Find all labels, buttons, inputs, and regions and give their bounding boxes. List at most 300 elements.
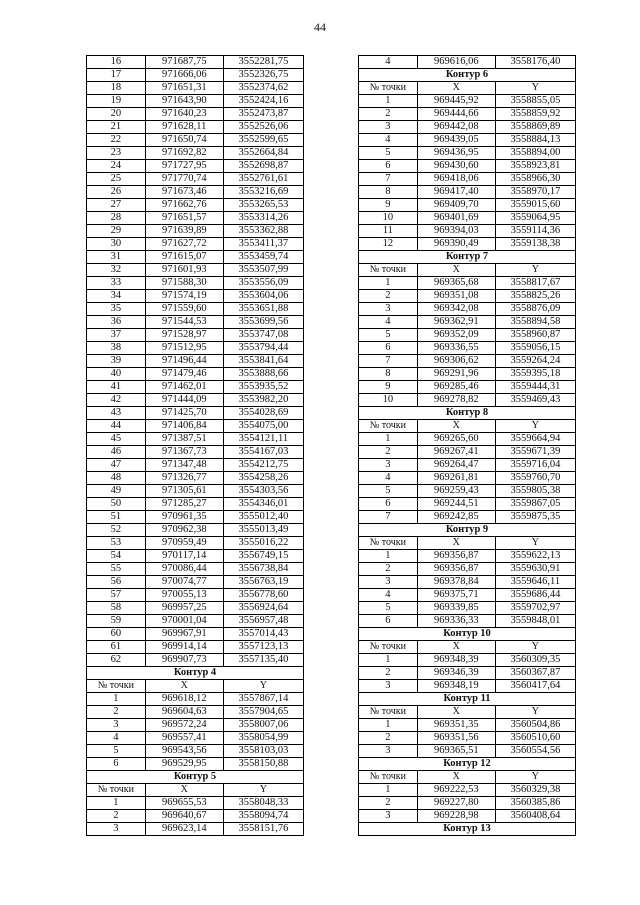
x-coordinate-cell: 969365,68 (417, 277, 495, 290)
point-number-cell: 52 (87, 524, 146, 537)
x-coordinate-cell: 969222,53 (417, 784, 495, 797)
y-coordinate-cell: 3557867,14 (223, 693, 303, 706)
table-row (359, 342, 576, 355)
point-number-cell: 4 (87, 732, 146, 745)
x-coordinate-cell: 969291,96 (417, 368, 495, 381)
x-coordinate-cell: 971666,06 (145, 69, 223, 82)
table-row (87, 628, 304, 641)
y-coordinate-cell: 3559264,24 (495, 355, 575, 368)
point-number-header: № точки (87, 680, 146, 693)
x-coordinate-cell: 969362,91 (417, 316, 495, 329)
y-coordinate-cell: 3558855,05 (495, 95, 575, 108)
table-row (87, 446, 304, 459)
table-row (359, 563, 576, 576)
table-row (359, 134, 576, 147)
point-number-cell: 26 (87, 186, 146, 199)
table-row (87, 303, 304, 316)
y-coordinate-cell: 3556957,48 (223, 615, 303, 628)
y-coordinate-cell: 3554075,00 (223, 420, 303, 433)
x-header: X (145, 680, 223, 693)
table-row (87, 537, 304, 550)
y-coordinate-cell: 3558825,26 (495, 290, 575, 303)
contour-title: Контур 13 (359, 823, 576, 836)
table-row (87, 329, 304, 342)
y-coordinate-cell: 3552698,87 (223, 160, 303, 173)
point-number-cell: 50 (87, 498, 146, 511)
x-coordinate-cell: 969444,66 (417, 108, 495, 121)
point-number-cell: 2 (87, 810, 146, 823)
y-coordinate-cell: 3558869,89 (495, 121, 575, 134)
y-coordinate-cell: 3554258,26 (223, 472, 303, 485)
x-coordinate-cell: 969543,56 (145, 745, 223, 758)
x-coordinate-cell: 971673,46 (145, 186, 223, 199)
x-coordinate-cell: 971692,82 (145, 147, 223, 160)
x-coordinate-cell: 969409,70 (417, 199, 495, 212)
y-coordinate-cell: 3558103,03 (223, 745, 303, 758)
table-row (359, 446, 576, 459)
table-row (87, 498, 304, 511)
table-row (359, 199, 576, 212)
x-coordinate-cell: 971643,90 (145, 95, 223, 108)
table-row (359, 160, 576, 173)
x-coordinate-cell: 969351,08 (417, 290, 495, 303)
x-coordinate-cell: 971496,44 (145, 355, 223, 368)
table-row (359, 290, 576, 303)
point-number-header: № точки (359, 82, 418, 95)
table-row (359, 602, 576, 615)
point-number-cell: 1 (87, 797, 146, 810)
x-coordinate-cell: 971615,07 (145, 251, 223, 264)
point-number-cell: 1 (359, 784, 418, 797)
table-header-row (359, 641, 576, 654)
table-row (87, 602, 304, 615)
x-coordinate-cell: 969436,95 (417, 147, 495, 160)
y-coordinate-cell: 3555013,49 (223, 524, 303, 537)
table-row (87, 108, 304, 121)
point-number-cell: 49 (87, 485, 146, 498)
table-row (359, 381, 576, 394)
table-row (87, 615, 304, 628)
contour-title: Контур 10 (359, 628, 576, 641)
contour-title-row (359, 628, 576, 641)
point-number-cell: 3 (359, 745, 418, 758)
y-coordinate-cell: 3559056,15 (495, 342, 575, 355)
x-coordinate-cell: 969572,24 (145, 719, 223, 732)
table-row (87, 251, 304, 264)
y-coordinate-cell: 3559622,13 (495, 550, 575, 563)
point-number-cell: 9 (359, 381, 418, 394)
point-number-cell: 1 (359, 95, 418, 108)
table-header-row (359, 537, 576, 550)
point-number-cell: 2 (87, 706, 146, 719)
x-coordinate-cell: 969351,56 (417, 732, 495, 745)
y-coordinate-cell: 3558054,99 (223, 732, 303, 745)
point-number-cell: 2 (359, 667, 418, 680)
point-number-cell: 33 (87, 277, 146, 290)
table-row (87, 173, 304, 186)
y-coordinate-cell: 3560329,38 (495, 784, 575, 797)
point-number-cell: 6 (359, 342, 418, 355)
x-coordinate-cell: 969618,12 (145, 693, 223, 706)
x-coordinate-cell: 970962,38 (145, 524, 223, 537)
x-coordinate-cell: 969264,47 (417, 459, 495, 472)
point-number-cell: 7 (359, 355, 418, 368)
point-number-header: № точки (87, 784, 146, 797)
table-row (359, 680, 576, 693)
point-number-cell: 12 (359, 238, 418, 251)
point-number-cell: 3 (359, 810, 418, 823)
point-number-cell: 8 (359, 368, 418, 381)
y-coordinate-cell: 3554167,03 (223, 446, 303, 459)
x-header: X (417, 771, 495, 784)
y-coordinate-cell: 3559469,43 (495, 394, 575, 407)
x-coordinate-cell: 969261,81 (417, 472, 495, 485)
table-row (359, 654, 576, 667)
x-coordinate-cell: 969394,03 (417, 225, 495, 238)
x-coordinate-cell: 969442,08 (417, 121, 495, 134)
point-number-cell: 55 (87, 563, 146, 576)
y-coordinate-cell: 3558884,13 (495, 134, 575, 147)
y-coordinate-cell: 3559064,95 (495, 212, 575, 225)
point-number-cell: 6 (87, 758, 146, 771)
x-coordinate-cell: 971367,73 (145, 446, 223, 459)
table-row (359, 121, 576, 134)
x-coordinate-cell: 971639,89 (145, 225, 223, 238)
x-coordinate-cell: 969336,33 (417, 615, 495, 628)
page-number: 44 (314, 20, 326, 34)
y-coordinate-cell: 3553216,69 (223, 186, 303, 199)
point-number-header: № точки (359, 420, 418, 433)
table-row (87, 797, 304, 810)
table-row (87, 407, 304, 420)
y-coordinate-cell: 3559686,44 (495, 589, 575, 602)
x-coordinate-cell: 969655,53 (145, 797, 223, 810)
y-coordinate-cell: 3558876,09 (495, 303, 575, 316)
table-header-row (359, 706, 576, 719)
x-coordinate-cell: 969445,92 (417, 95, 495, 108)
contour-title: Контур 6 (359, 69, 576, 82)
y-coordinate-cell: 3556749,15 (223, 550, 303, 563)
y-coordinate-cell: 3560367,87 (495, 667, 575, 680)
x-coordinate-cell: 969616,06 (417, 56, 495, 69)
x-coordinate-cell: 969267,41 (417, 446, 495, 459)
x-coordinate-cell: 971574,19 (145, 290, 223, 303)
point-number-cell: 4 (359, 56, 418, 69)
table-row (87, 654, 304, 667)
table-row (359, 303, 576, 316)
table-row (359, 550, 576, 563)
point-number-cell: 22 (87, 134, 146, 147)
y-coordinate-cell: 3552473,87 (223, 108, 303, 121)
point-number-cell: 48 (87, 472, 146, 485)
point-number-cell: 3 (359, 576, 418, 589)
y-coordinate-cell: 3553935,52 (223, 381, 303, 394)
y-coordinate-cell: 3553507,99 (223, 264, 303, 277)
point-number-cell: 51 (87, 511, 146, 524)
x-coordinate-cell: 971640,23 (145, 108, 223, 121)
y-coordinate-cell: 3553747,08 (223, 329, 303, 342)
x-coordinate-cell: 971347,48 (145, 459, 223, 472)
y-coordinate-cell: 3558970,17 (495, 186, 575, 199)
table-row (359, 667, 576, 680)
table-row (87, 186, 304, 199)
x-coordinate-cell: 970055,13 (145, 589, 223, 602)
table-row (87, 511, 304, 524)
x-coordinate-cell: 971305,61 (145, 485, 223, 498)
table-header-row (87, 680, 304, 693)
x-coordinate-cell: 971559,60 (145, 303, 223, 316)
point-number-cell: 34 (87, 290, 146, 303)
y-header: Y (495, 706, 575, 719)
x-coordinate-cell: 969365,51 (417, 745, 495, 758)
contour-title: Контур 8 (359, 407, 576, 420)
table-row (87, 264, 304, 277)
x-coordinate-cell: 969259,43 (417, 485, 495, 498)
x-coordinate-cell: 969278,82 (417, 394, 495, 407)
y-coordinate-cell: 3559671,39 (495, 446, 575, 459)
x-coordinate-cell: 969348,19 (417, 680, 495, 693)
coordinates-table-right (358, 55, 576, 836)
point-number-cell: 57 (87, 589, 146, 602)
x-coordinate-cell: 969957,25 (145, 602, 223, 615)
point-number-cell: 9 (359, 199, 418, 212)
point-number-cell: 3 (87, 719, 146, 732)
point-number-header: № точки (359, 771, 418, 784)
y-coordinate-cell: 3559015,60 (495, 199, 575, 212)
y-coordinate-cell: 3558960,87 (495, 329, 575, 342)
point-number-cell: 60 (87, 628, 146, 641)
y-coordinate-cell: 3560554,56 (495, 745, 575, 758)
table-row (359, 511, 576, 524)
y-coordinate-cell: 3558094,74 (223, 810, 303, 823)
table-row (359, 459, 576, 472)
y-coordinate-cell: 3554121,11 (223, 433, 303, 446)
table-row (359, 368, 576, 381)
table-row (87, 238, 304, 251)
x-coordinate-cell: 971444,09 (145, 394, 223, 407)
point-number-cell: 17 (87, 69, 146, 82)
point-number-cell: 5 (87, 745, 146, 758)
point-number-cell: 5 (359, 329, 418, 342)
contour-title: Контур 5 (87, 771, 304, 784)
table-row (87, 433, 304, 446)
table-row (359, 498, 576, 511)
y-coordinate-cell: 3559875,35 (495, 511, 575, 524)
x-coordinate-cell: 969417,40 (417, 186, 495, 199)
y-coordinate-cell: 3557904,65 (223, 706, 303, 719)
point-number-cell: 7 (359, 511, 418, 524)
y-coordinate-cell: 3553314,26 (223, 212, 303, 225)
y-coordinate-cell: 3558150,88 (223, 758, 303, 771)
y-header: Y (495, 641, 575, 654)
contour-title-row (359, 251, 576, 264)
x-header: X (417, 420, 495, 433)
point-number-cell: 25 (87, 173, 146, 186)
table-row (87, 745, 304, 758)
table-row (87, 719, 304, 732)
table-row (359, 732, 576, 745)
point-number-cell: 18 (87, 82, 146, 95)
y-header: Y (495, 82, 575, 95)
table-row (87, 368, 304, 381)
y-coordinate-cell: 3558966,30 (495, 173, 575, 186)
point-number-cell: 45 (87, 433, 146, 446)
point-number-header: № точки (359, 641, 418, 654)
point-number-cell: 1 (359, 550, 418, 563)
point-number-cell: 8 (359, 186, 418, 199)
point-number-cell: 21 (87, 121, 146, 134)
point-number-cell: 62 (87, 654, 146, 667)
table-row (87, 706, 304, 719)
point-number-cell: 6 (359, 498, 418, 511)
x-header: X (145, 784, 223, 797)
table-row (87, 134, 304, 147)
x-coordinate-cell: 969529,95 (145, 758, 223, 771)
x-coordinate-cell: 970001,04 (145, 615, 223, 628)
table-row (359, 485, 576, 498)
table-row (87, 82, 304, 95)
point-number-cell: 10 (359, 212, 418, 225)
y-header: Y (223, 680, 303, 693)
point-number-cell: 43 (87, 407, 146, 420)
point-number-cell: 4 (359, 316, 418, 329)
point-number-cell: 4 (359, 589, 418, 602)
point-number-cell: 30 (87, 238, 146, 251)
x-coordinate-cell: 971528,97 (145, 329, 223, 342)
table-row (87, 758, 304, 771)
x-coordinate-cell: 971285,27 (145, 498, 223, 511)
x-coordinate-cell: 969356,87 (417, 550, 495, 563)
y-coordinate-cell: 3552374,62 (223, 82, 303, 95)
y-header: Y (495, 420, 575, 433)
x-coordinate-cell: 971601,93 (145, 264, 223, 277)
x-coordinate-cell: 969339,85 (417, 602, 495, 615)
contour-title-row (359, 69, 576, 82)
x-coordinate-cell: 971406,84 (145, 420, 223, 433)
x-coordinate-cell: 971727,95 (145, 160, 223, 173)
point-number-cell: 3 (359, 459, 418, 472)
x-coordinate-cell: 969352,09 (417, 329, 495, 342)
table-row (87, 290, 304, 303)
y-coordinate-cell: 3558894,00 (495, 147, 575, 160)
y-coordinate-cell: 3553699,56 (223, 316, 303, 329)
point-number-cell: 37 (87, 329, 146, 342)
point-number-cell: 27 (87, 199, 146, 212)
table-row (359, 277, 576, 290)
contour-title: Контур 9 (359, 524, 576, 537)
point-number-cell: 2 (359, 290, 418, 303)
table-row (87, 732, 304, 745)
table-row (359, 173, 576, 186)
table-row (87, 342, 304, 355)
y-coordinate-cell: 3559716,04 (495, 459, 575, 472)
point-number-cell: 2 (359, 446, 418, 459)
point-number-cell: 53 (87, 537, 146, 550)
y-coordinate-cell: 3560417,64 (495, 680, 575, 693)
point-number-cell: 20 (87, 108, 146, 121)
x-coordinate-cell: 971479,46 (145, 368, 223, 381)
contour-title-row (359, 758, 576, 771)
x-coordinate-cell: 969390,49 (417, 238, 495, 251)
y-coordinate-cell: 3558176,40 (495, 56, 575, 69)
table-row (359, 797, 576, 810)
y-coordinate-cell: 3553794,44 (223, 342, 303, 355)
y-coordinate-cell: 3558048,33 (223, 797, 303, 810)
y-coordinate-cell: 3557014,43 (223, 628, 303, 641)
point-number-cell: 3 (359, 121, 418, 134)
y-coordinate-cell: 3558859,92 (495, 108, 575, 121)
y-coordinate-cell: 3558894,58 (495, 316, 575, 329)
table-row (87, 56, 304, 69)
point-number-cell: 46 (87, 446, 146, 459)
point-number-cell: 1 (359, 277, 418, 290)
point-number-cell: 4 (359, 472, 418, 485)
x-coordinate-cell: 969604,63 (145, 706, 223, 719)
table-row (359, 212, 576, 225)
y-coordinate-cell: 3560408,64 (495, 810, 575, 823)
point-number-header: № точки (359, 537, 418, 550)
y-coordinate-cell: 3558007,06 (223, 719, 303, 732)
table-row (87, 459, 304, 472)
y-coordinate-cell: 3553651,88 (223, 303, 303, 316)
y-coordinate-cell: 3552664,84 (223, 147, 303, 160)
y-coordinate-cell: 3559805,38 (495, 485, 575, 498)
table-row (359, 225, 576, 238)
point-number-cell: 1 (359, 719, 418, 732)
point-number-cell: 5 (359, 147, 418, 160)
point-number-cell: 59 (87, 615, 146, 628)
y-coordinate-cell: 3553888,66 (223, 368, 303, 381)
point-number-cell: 5 (359, 485, 418, 498)
y-coordinate-cell: 3560510,60 (495, 732, 575, 745)
x-coordinate-cell: 969228,98 (417, 810, 495, 823)
x-coordinate-cell: 971588,30 (145, 277, 223, 290)
x-coordinate-cell: 971544,53 (145, 316, 223, 329)
y-coordinate-cell: 3554212,75 (223, 459, 303, 472)
x-coordinate-cell: 971512,95 (145, 342, 223, 355)
y-coordinate-cell: 3552761,61 (223, 173, 303, 186)
point-number-header: № точки (359, 706, 418, 719)
contour-title-row (359, 524, 576, 537)
point-number-cell: 23 (87, 147, 146, 160)
y-coordinate-cell: 3553556,09 (223, 277, 303, 290)
point-number-cell: 16 (87, 56, 146, 69)
y-coordinate-cell: 3558151,76 (223, 823, 303, 836)
x-coordinate-cell: 969557,41 (145, 732, 223, 745)
point-number-cell: 10 (359, 394, 418, 407)
table-header-row (359, 82, 576, 95)
table-row (359, 56, 576, 69)
table-row (87, 485, 304, 498)
x-coordinate-cell: 969265,60 (417, 433, 495, 446)
x-coordinate-cell: 969242,85 (417, 511, 495, 524)
table-row (87, 810, 304, 823)
y-coordinate-cell: 3556738,84 (223, 563, 303, 576)
x-coordinate-cell: 969342,08 (417, 303, 495, 316)
table-row (87, 69, 304, 82)
x-coordinate-cell: 971627,72 (145, 238, 223, 251)
point-number-cell: 19 (87, 95, 146, 108)
table-row (87, 693, 304, 706)
x-coordinate-cell: 970086,44 (145, 563, 223, 576)
point-number-cell: 31 (87, 251, 146, 264)
table-row (87, 394, 304, 407)
contour-title-row (87, 667, 304, 680)
y-coordinate-cell: 3554028,69 (223, 407, 303, 420)
x-coordinate-cell: 969336,55 (417, 342, 495, 355)
coordinates-table-left (86, 55, 304, 836)
table-row (87, 199, 304, 212)
